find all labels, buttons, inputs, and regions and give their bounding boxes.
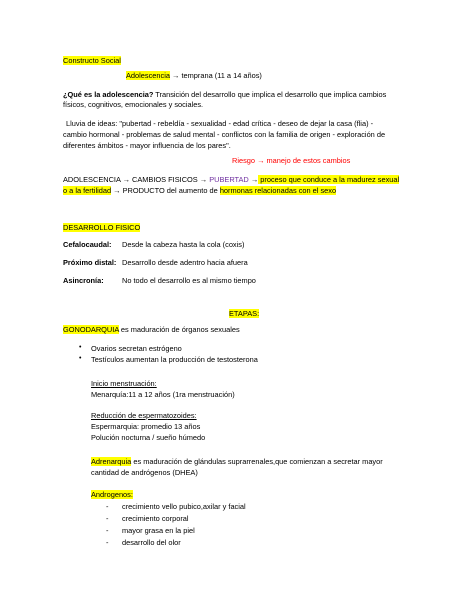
chain-producto: PRODUCTO del aumento de (120, 186, 220, 195)
gonadarquia-line (63, 325, 240, 335)
etapas-heading: ETAPAS: (229, 309, 260, 318)
reduccion-line1: Espermarquia: promedio 13 años (91, 422, 201, 431)
chain-proceso: proceso que conduce a la madurez sexual (258, 175, 400, 184)
arrow-icon: → (199, 175, 208, 184)
androgenos-item: crecimiento vello pubico,axilar y facial (122, 502, 246, 511)
riesgo-word: Riesgo (232, 156, 256, 165)
bullet-item: Testículos aumentan la producción de testosterona (91, 355, 258, 364)
androgenos-item: crecimiento corporal (122, 514, 189, 523)
adolescencia-rest: temprana (11 a 14 años) (179, 71, 262, 80)
inicio-title: Inicio menstruación: (91, 379, 157, 388)
chain-adolescencia: ADOLESCENCIA (63, 175, 123, 184)
chain-pubertad: PUBERTAD (207, 175, 251, 184)
inicio-line: Menarquía:11 a 12 años (1ra menstruación) (91, 390, 235, 399)
chain-hormonas: hormonas relacionadas con el sexo (219, 186, 337, 195)
riesgo-line (232, 156, 350, 166)
adolescencia-word: Adolescencia (126, 71, 170, 80)
arrow-icon: → (172, 71, 180, 80)
lluvia-line1: Lluvia de ideas: "pubertad - rebeldía - sexualidad - edad crítica - deseo de dejar la casa (flia) - (66, 119, 374, 128)
def-desc: Desde la cabeza hasta la cola (coxis) (122, 240, 245, 249)
androgenos-line (91, 490, 133, 500)
def-term: Próximo distal: (63, 258, 117, 267)
bullet-icon: • (79, 344, 82, 351)
def-desc: Desarrollo desde adentro hacia afuera (122, 258, 248, 267)
adrenarquia-line1 (91, 457, 383, 467)
lluvia-line3: diferentes ámbitos - mayor influencia de los pares". (63, 141, 231, 150)
arrow-icon: → (250, 175, 259, 184)
gonadarquia-rest: es maduración de órganos sexuales (118, 325, 240, 334)
adrenarquia-line2: cantidad de andrógenos (DHEA) (91, 468, 198, 477)
arrow-icon: → (122, 175, 130, 184)
androgenos-item: desarrollo del olor (122, 538, 181, 547)
section-desarrollo (63, 223, 140, 233)
constructo-heading: Constructo Social (63, 56, 121, 65)
gonadarquia-word: GONODARQUIA (63, 325, 119, 334)
bullet-icon: • (79, 355, 82, 362)
dash-icon: - (106, 538, 109, 547)
chain-fertilidad: o a la fertilidad (63, 186, 112, 195)
def-term: Cefalocaudal: (63, 240, 112, 249)
adolescencia-line (126, 71, 262, 81)
que-es-question: ¿Qué es la adolescencia? (63, 90, 154, 99)
arrow-icon: → (257, 156, 265, 165)
que-es-line2 (63, 100, 203, 110)
dash-icon: - (106, 502, 109, 511)
bullet-item: Ovarios secretan estrógeno (91, 344, 182, 353)
lluvia-line2: cambio hormonal - problemas de salud mental - conflictos con la familia de origen - exploración de (63, 130, 386, 139)
reduccion-title: Reducción de espermatozoides: (91, 411, 197, 420)
section-constructo (63, 56, 121, 66)
androgenos-item: mayor grasa en la piel (122, 526, 195, 535)
chain-line2 (63, 186, 336, 196)
chain-line1 (63, 175, 399, 185)
dash-icon: - (106, 514, 109, 523)
riesgo-rest: manejo de estos cambios (264, 156, 351, 165)
adrenarquia-word: Adrenarquia (91, 457, 132, 466)
arrow-icon: → (113, 186, 121, 195)
reduccion-line2: Polución nocturna / sueño húmedo (91, 433, 206, 442)
def-desc: No todo el desarrollo es al mismo tiempo (122, 276, 256, 285)
desarrollo-heading: DESARROLLO FISICO (63, 223, 141, 232)
chain-cambios: CAMBIOS FISICOS (129, 175, 200, 184)
que-es-answer-2: físicos, cognitivos, emocionales y sociales. (63, 100, 204, 109)
dash-icon: - (106, 526, 109, 535)
adrenarquia-rest: es maduración de glándulas suprarrenales,que comienzan a secretar mayor (131, 457, 383, 466)
def-term: Asincronía: (63, 276, 104, 285)
androgenos-title: Androgenos: (91, 490, 133, 499)
que-es-answer-1: Transición del desarrollo que implica el desarrollo que implica cambios (153, 90, 387, 99)
que-es-line1 (63, 90, 386, 100)
etapas-line (229, 309, 259, 319)
